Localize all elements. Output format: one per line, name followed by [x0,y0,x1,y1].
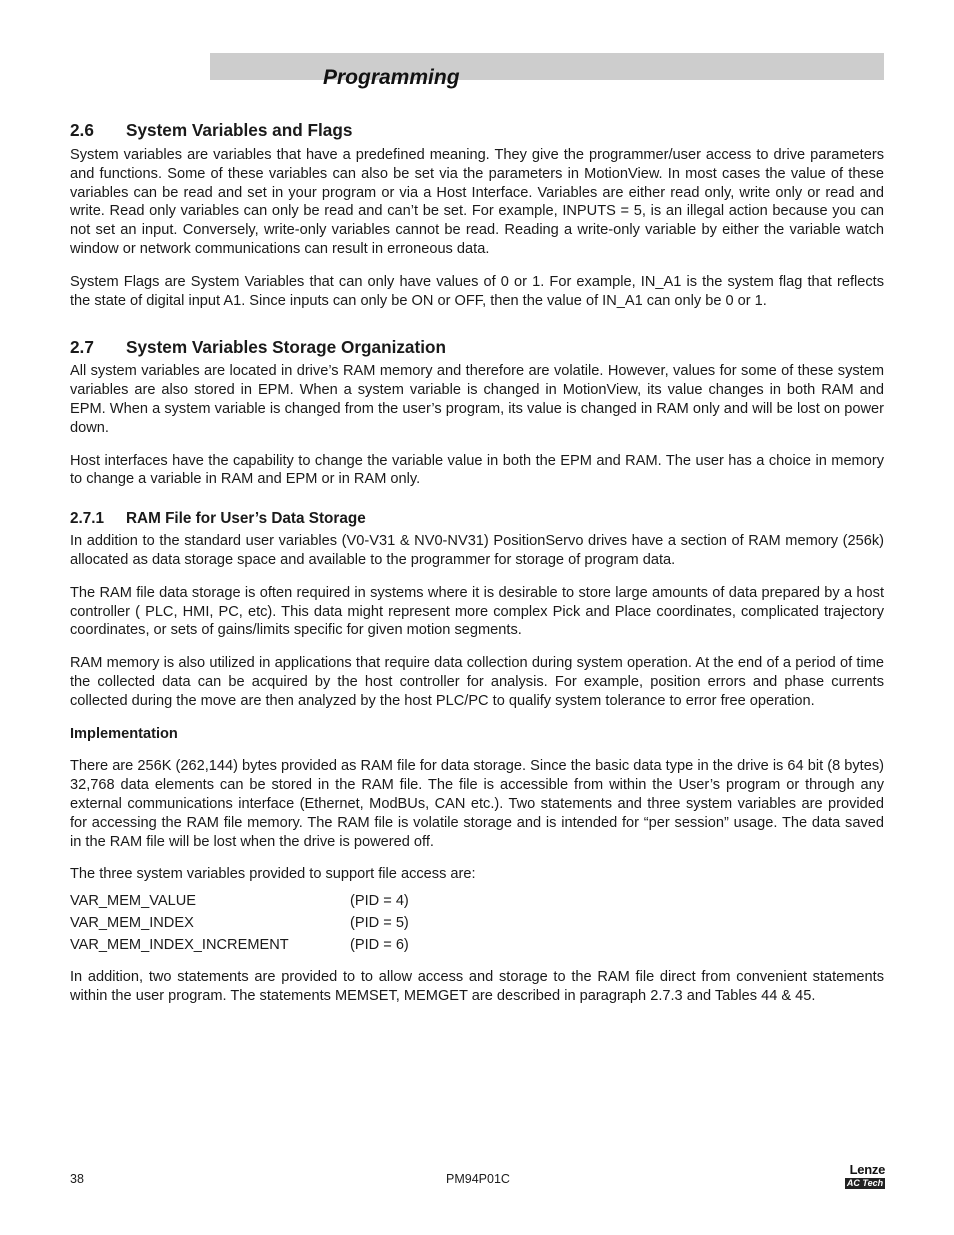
paragraph: The three system variables provided to support file access are: [70,866,476,883]
page-header-title: Programming [323,66,460,89]
variable-pid: (PID = 6) [350,937,409,954]
paragraph: System variables are variables that have a predefined meaning. They give the programmer/user access to drive parameters and functions. Some of these variables can also be set via the parameters in MotionView. In most cases the value of these variables can be read and set in your program or via a Host Interface. Variables are either read only, write only or read and write. Read only variables can only be read and can’t be set. For example, INPUTS = 5, is an illegal action because you can not set an input. Conversely, write-only variables cannot be read. Reading a write-only variable by either the variable watch window or network communications can result in erroneous data. [70,147,884,257]
implementation-heading: Implementation [70,725,178,742]
lenze-logo [845,1163,885,1189]
paragraph: RAM memory is also utilized in applications that require data collection during system operation. At the end of a period of time the collected data can be acquired by the host controller for analysis. For example, position errors and phase currents collected during the move are then analyzed by the host PLC/PC to qualify system tolerance to error free operation. [70,655,884,709]
section-number: 2.6 [70,120,94,140]
paragraph: The RAM file data storage is often required in systems where it is desirable to store large amounts of data prepared by a host controller ( PLC, HMI, PC, etc). This data might represent more complex Pick and Place coordinates, complicated trajectory coordinates, or sets of gains/limits specific for given motion segments. [70,584,884,639]
subsection-heading-2-7-1 [70,508,884,530]
list-item [70,912,884,934]
document-id: PM94P01C [446,1172,510,1186]
section-title: System Variables Storage Organization [126,337,446,358]
paragraph: Host interfaces have the capability to change the variable value in both the EPM and RAM. The user has a choice in memory to change a variable in RAM and EPM or in RAM only. [70,452,884,488]
logo-wordmark: Lenze [849,1162,885,1177]
variable-pid: (PID = 4) [350,893,409,910]
variable-name: VAR_MEM_INDEX [70,915,194,932]
section-heading-2-6 [70,118,884,142]
paragraph: There are 256K (262,144) bytes provided as RAM file for data storage. Since the basic data type in the drive is 64 bit (8 bytes) 32,768 data elements can be stored in the RAM file. The file is accessible from within the User’s program or through any external communications interface (Ethernet, ModBUs, CAN etc.). Two statements and three system variables are provided for accessing the RAM file memory. The RAM file is volatile storage and is intended for “per session” usage. The data saved in the RAM file will be lost when the drive is powered off. [70,758,884,850]
paragraph: In addition, two statements are provided to to allow access and storage to the RAM file direct from convenient statements within the user program. The statements MEMSET, MEMGET are described in paragraph 2.7.3 and Tables 44 & 45. [70,969,884,1004]
paragraph: All system variables are located in drive’s RAM memory and therefore are volatile. However, values for some of these system variables are also stored in EPM. When a system variable is changed in MotionView, its value changes in both RAM and EPM. When a system variable is changed from the user’s program, its value is changed in RAM only and will be lost on power down. [70,363,884,436]
list-item [70,934,884,956]
system-variable-list [70,890,884,956]
subsection-number: 2.7.1 [70,510,105,528]
list-item [70,890,884,912]
variable-name: VAR_MEM_INDEX_INCREMENT [70,937,289,954]
section-title: System Variables and Flags [126,120,353,140]
subsection-title: RAM File for User’s Data Storage [126,510,366,528]
paragraph: System Flags are System Variables that can only have values of 0 or 1. For example, IN_A1 is the system flag that reflects the state of digital input A1. Since inputs can only be ON or OFF, then the value of IN_A1 can only be 0 or 1. [70,273,884,309]
section-heading-2-7 [70,335,884,359]
document-body [70,118,884,1006]
page-number: 38 [70,1172,84,1186]
logo-subbrand: AC Tech [846,1178,884,1188]
header-bar [210,53,884,80]
section-number: 2.7 [70,337,94,358]
paragraph: In addition to the standard user variables (V0-V31 & NV0-NV31) PositionServo drives have a section of RAM memory (256k) allocated as data storage space and available to the programmer for storage of program data. [70,533,884,568]
variable-pid: (PID = 5) [350,915,409,932]
variable-name: VAR_MEM_VALUE [70,893,196,910]
